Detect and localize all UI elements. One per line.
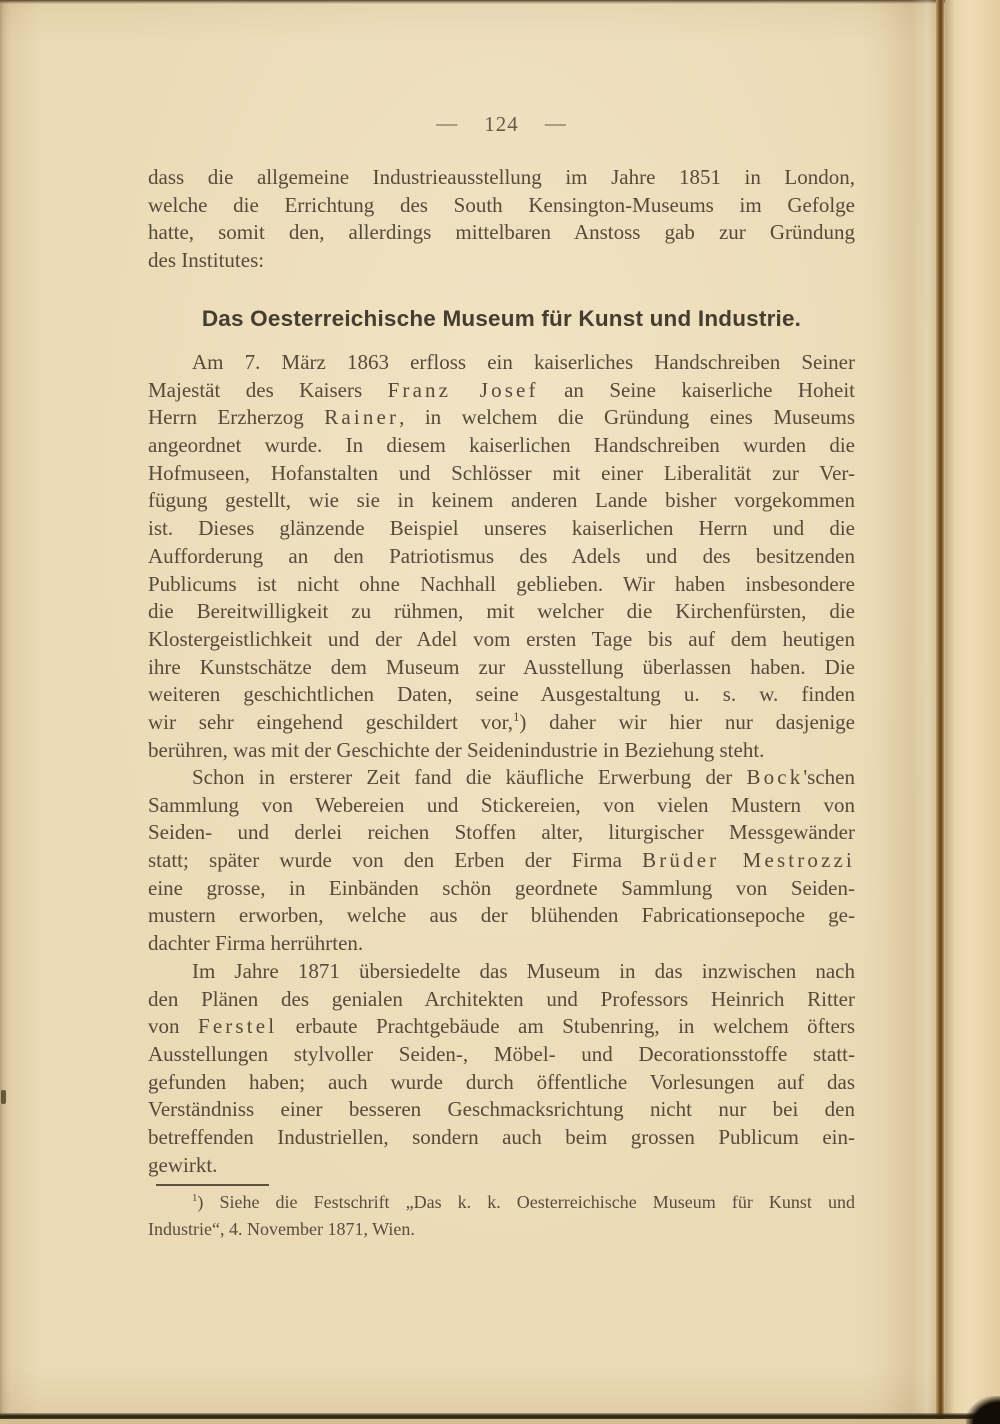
page-number <box>148 112 855 137</box>
text-segment: weiteren geschichtlichen Daten, seine Ausgestaltung u. s. w. finden <box>148 682 855 707</box>
text-segment: Aufforderung an den Patriotismus des Adels und des besitzenden <box>148 543 855 568</box>
text-line <box>148 654 855 682</box>
text-line <box>148 875 855 903</box>
text-line <box>148 1152 855 1180</box>
text-segment: dachter Firma herrührten. <box>148 931 364 956</box>
text-segment: Publicums ist nicht ohne Nachhall geblieben. Wir haben insbesondere <box>148 571 855 596</box>
text-segment: Sammlung von Webereien und Stickereien, von vielen Mustern von <box>148 792 855 817</box>
text-segment: Am 7. März 1863 erfloss ein kaiserliches Handschreiben Seiner <box>192 350 855 374</box>
text-segment: betreffenden Industriellen, sondern auch beim grossen Publicum ein- <box>148 1125 855 1150</box>
text-segment: , in welchem die Gründung eines Museums <box>399 405 855 430</box>
text-segment: des Institutes: <box>148 248 265 273</box>
text-line <box>148 377 855 405</box>
text-line <box>148 1013 855 1041</box>
text-line <box>148 1124 855 1152</box>
paragraph-stubenring <box>148 958 855 1180</box>
text-segment: Herrn Erzherzog <box>148 405 325 430</box>
section-heading: Das Oesterreichische Museum für Kunst und Industrie. <box>201 306 802 331</box>
gutter-shading <box>880 0 936 1424</box>
text-segment: von <box>148 1014 198 1039</box>
text-segment: erbaute Prachtgebäude am Stubenring, in welchem öfters <box>277 1014 855 1039</box>
text-line <box>148 192 855 220</box>
text-line <box>148 626 855 654</box>
text-segment: hatte, somit den, allerdings mittelbaren Anstoss gab zur Gründung <box>148 220 855 245</box>
text-segment: mustern erworben, welche aus der blühenden Fabricationsepoche ge- <box>148 903 855 928</box>
text-segment: wir sehr eingehend geschildert vor, <box>148 709 514 734</box>
text-segment: angeordnet wurde. In diesem kaiserlichen Handschreiben wurden die <box>148 433 855 458</box>
adjacent-page-edge <box>945 0 1000 1424</box>
text-line <box>148 930 855 958</box>
paragraph-bock-collection <box>148 764 855 958</box>
page-gutter-line <box>936 0 945 1424</box>
letterspaced-name: Franz Josef <box>387 377 539 402</box>
text-segment: ) Siehe die Festschrift „Das k. k. Oesterreichische Museum für Kunst und <box>197 1192 855 1212</box>
paragraph-founding <box>148 349 855 764</box>
text-line <box>148 847 855 875</box>
letterspaced-name: Rainer <box>324 405 400 430</box>
bottom-right-corner-shadow <box>966 1396 1000 1424</box>
text-line <box>148 219 855 247</box>
text-segment: Im Jahre 1871 übersiedelte das Museum in das inzwischen nach <box>192 959 855 983</box>
text-line <box>148 543 855 571</box>
text-line <box>148 737 855 765</box>
text-line <box>148 247 855 275</box>
footnote-marker: 1 <box>513 709 520 724</box>
text-segment: welche die Errichtung des South Kensington-Museums im Gefolge <box>148 192 855 217</box>
text-segment: Verständniss einer besseren Geschmacksrichtung nicht nur bei den <box>148 1097 855 1122</box>
text-line <box>148 460 855 488</box>
text-segment: ist. Dieses glänzende Beispiel unseres kaiserlichen Herrn und die <box>148 516 855 541</box>
text-segment: ) daher wir hier nur dasjenige <box>519 709 855 734</box>
text-line <box>148 1096 855 1124</box>
text-segment: Ausstellungen stylvoller Seiden-, Möbel- und Decorationsstoffe statt- <box>148 1042 855 1067</box>
text-segment: fügung gestellt, wie sie in keinem anderen Lande bisher vorgekommen <box>148 488 855 513</box>
text-segment: an Seine kaiserliche Hoheit <box>538 377 855 402</box>
text-segment: statt; später wurde von den Erben der Firma <box>148 848 643 873</box>
page-number-dash-right: — <box>544 111 567 135</box>
text-line <box>148 164 855 192</box>
text-segment: die Bereitwilligkeit zu rühmen, mit welcher die Kirchenfürsten, die <box>148 599 855 624</box>
text-line <box>148 571 855 599</box>
text-segment: 'schen <box>803 765 855 789</box>
text-segment: Hofmuseen, Hofanstalten und Schlösser mit einer Liberalität zur Ver- <box>148 460 855 485</box>
text-segment: Majestät des Kaisers <box>148 377 388 402</box>
footnote-marker: 1 <box>192 1192 198 1204</box>
page-left-edge-shadow <box>0 0 10 1424</box>
text-line <box>148 958 855 986</box>
text-segment: Industrie“, 4. November 1871, Wien. <box>148 1219 415 1239</box>
text-line <box>148 349 855 377</box>
text-line <box>148 598 855 626</box>
text-line <box>148 432 855 460</box>
text-line <box>148 487 855 515</box>
text-line <box>148 819 855 847</box>
text-segment: Klostergeistlichkeit und der Adel vom ersten Tage bis auf dem heutigen <box>148 626 855 651</box>
paragraph-continuation <box>148 164 855 275</box>
text-segment: gefunden haben; auch wurde durch öffentliche Vorlesungen auf das <box>148 1069 855 1094</box>
text-line <box>148 1041 855 1069</box>
text-segment: ihre Kunstschätze dem Museum zur Ausstellung überlassen haben. Die <box>148 654 855 679</box>
text-line <box>148 792 855 820</box>
footnote-text <box>148 1189 855 1243</box>
letterspaced-name: Ferstel <box>197 1014 278 1039</box>
text-line <box>148 404 855 432</box>
page-top-edge-shadow <box>0 0 1000 4</box>
text-segment: den Plänen des genialen Architekten und Professors Heinrich Ritter <box>148 986 855 1011</box>
scan-speck <box>1 1090 6 1104</box>
letterspaced-name: Bock <box>746 765 804 789</box>
text-line <box>148 1189 855 1216</box>
page-number-value: 124 <box>484 112 519 136</box>
text-line <box>148 515 855 543</box>
text-segment: gewirkt. <box>148 1152 218 1177</box>
text-segment: eine grosse, in Einbänden schön geordnete Sammlung von Seiden- <box>148 875 855 900</box>
text-line <box>148 764 855 792</box>
footnote-rule <box>156 1184 269 1186</box>
letterspaced-name: Brüder Mestrozzi <box>642 848 856 873</box>
text-line <box>148 902 855 930</box>
text-line <box>148 1216 855 1243</box>
text-line <box>148 681 855 709</box>
page-bottom-sliver <box>0 1419 1000 1424</box>
text-line <box>148 709 855 737</box>
text-line <box>148 1069 855 1097</box>
text-line <box>148 986 855 1014</box>
page-number-dash-left: — <box>436 111 459 135</box>
text-segment: berühren, was mit der Geschichte der Seidenindustrie in Beziehung steht. <box>148 737 765 762</box>
text-segment: Schon in ersterer Zeit fand die käufliche Erwerbung der <box>192 765 747 789</box>
text-segment: Seiden- und derlei reichen Stoffen alter, liturgischer Messgewänder <box>148 820 855 845</box>
text-segment: dass die allgemeine Industrieausstellung im Jahre 1851 in London, <box>148 165 855 189</box>
